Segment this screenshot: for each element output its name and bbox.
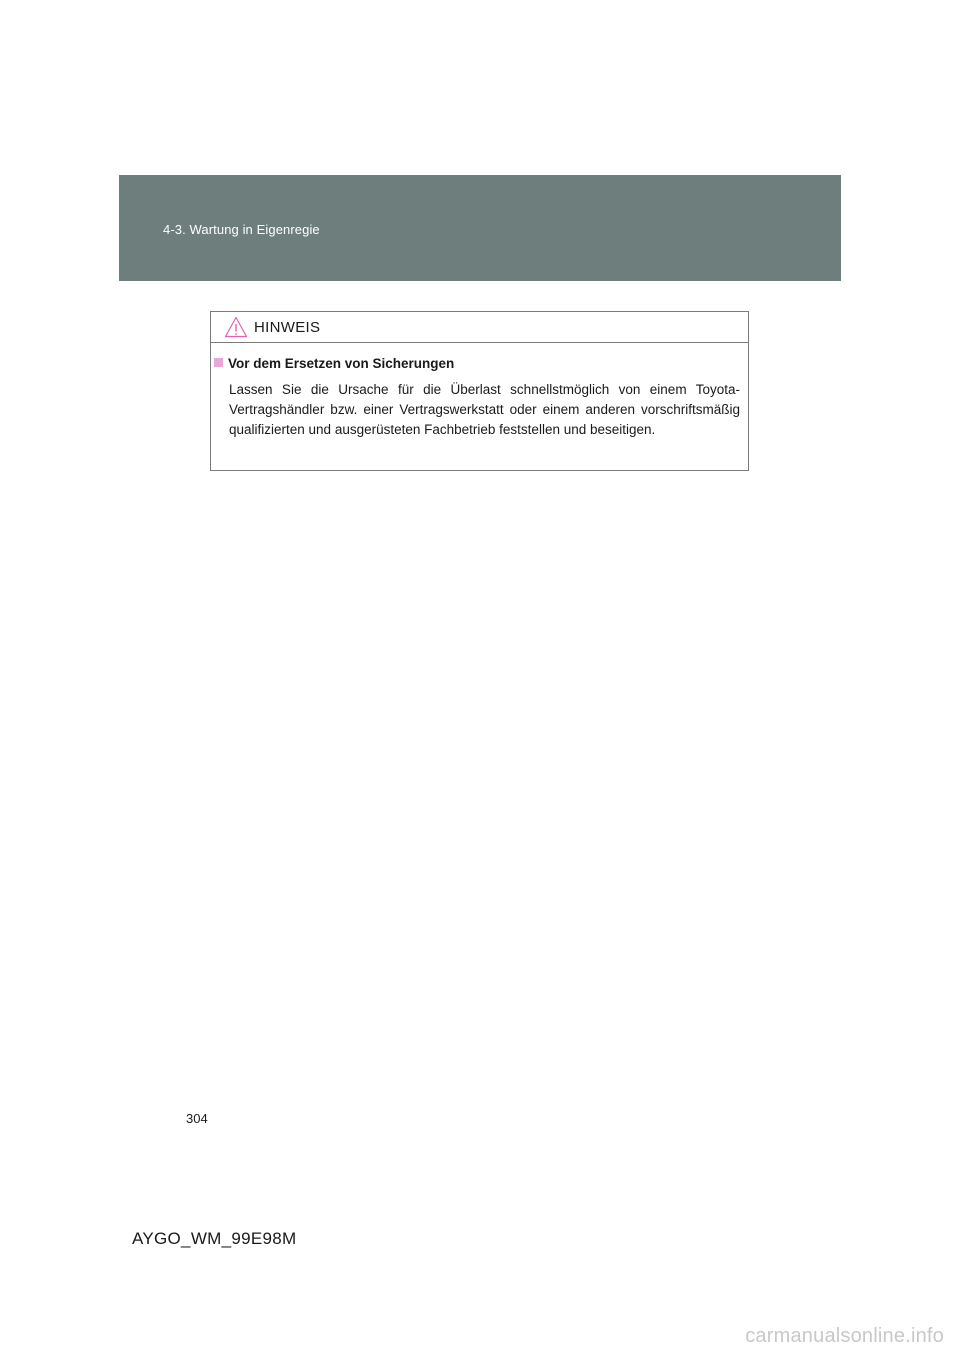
notice-header [211,312,748,343]
square-bullet-icon [214,358,223,367]
notice-body [211,343,748,440]
document-code: AYGO_WM_99E98M [132,1229,297,1248]
notice-item-heading [211,355,740,372]
notice-item-text: Lassen Sie die Ursache für die Überlast schnellstmöglich von einem Toyota-Vertragshändler bzw. einer Vertragswerkstatt oder einem anderen vorschriftsmäßig qualifizierten und ausgerüsteten Fachbetrieb feststellen und beseitigen. [229,382,740,437]
section-title: 4-3. Wartung in Eigenregie [163,222,320,237]
warning-triangle-icon [224,316,248,338]
watermark: carmanualsonline.info [745,1325,944,1347]
notice-box [210,311,749,471]
header-band [119,175,841,281]
page-number: 304 [186,1111,208,1126]
notice-label: HINWEIS [254,319,321,336]
notice-heading-text: Vor dem Ersetzen von Sicherungen [228,356,455,371]
